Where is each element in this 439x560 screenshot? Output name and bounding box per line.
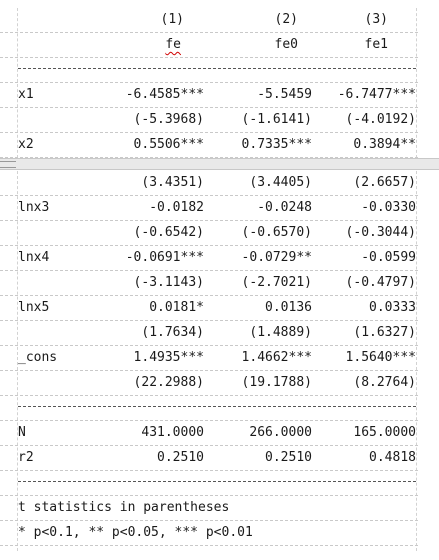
- table-cell: 0.2510: [265, 450, 312, 465]
- table-cell: (1.7634): [141, 325, 204, 340]
- table-cell: -5.5459: [257, 87, 312, 102]
- table-row: [0, 446, 418, 471]
- table-row: [0, 271, 418, 296]
- table-cell: 0.7335***: [241, 137, 312, 152]
- table-cell: (-4.0192): [345, 112, 416, 127]
- column-number: (2): [274, 12, 298, 27]
- column-number: (3): [364, 12, 388, 27]
- table-cell: (1.6327): [353, 325, 416, 340]
- row-label: [18, 321, 90, 345]
- table-cell: (3.4351): [141, 175, 204, 190]
- row-label: r2: [18, 450, 34, 465]
- table-cell: (-2.7021): [241, 275, 312, 290]
- table-row: [0, 421, 418, 446]
- header-row-names: [0, 33, 418, 58]
- column-name: fe0: [274, 37, 298, 52]
- row-label: lnx3: [18, 200, 50, 215]
- row-label: [18, 171, 90, 195]
- table-cell: (22.2988): [133, 375, 204, 390]
- table-row: [0, 171, 418, 196]
- row-label: [18, 371, 90, 395]
- row-label: [18, 221, 90, 245]
- column-number: (1): [160, 12, 184, 27]
- row-label: [18, 271, 90, 295]
- table-row: [0, 221, 418, 246]
- table-row: [0, 321, 418, 346]
- table-cell: (8.2764): [353, 375, 416, 390]
- table-cell: -0.0248: [257, 200, 312, 215]
- table-cell: (19.1788): [241, 375, 312, 390]
- table-cell: 0.5506***: [133, 137, 204, 152]
- table-cell: 1.4935***: [133, 350, 204, 365]
- table-cell: (-0.6542): [133, 225, 204, 240]
- table-cell: -0.0599: [361, 250, 416, 265]
- footnote-text: * p<0.1, ** p<0.05, *** p<0.01: [18, 525, 253, 540]
- row-label: x2: [18, 137, 34, 152]
- table-cell: 1.4662***: [241, 350, 312, 365]
- note-row: [0, 496, 418, 521]
- table-cell: 0.0333: [369, 300, 416, 315]
- table-cell: -0.0330: [361, 200, 416, 215]
- table-cell: -0.0691***: [125, 250, 204, 265]
- table-pane-top[interactable]: [0, 8, 418, 158]
- table-cell: 0.0136: [265, 300, 312, 315]
- table-cell: (-0.4797): [345, 275, 416, 290]
- separator-line: [18, 68, 416, 70]
- column-name: fe1: [364, 37, 388, 52]
- separator-line: [18, 406, 416, 408]
- table-cell: (2.6657): [353, 175, 416, 190]
- header-row-numbers: [0, 8, 418, 33]
- footnote-text: t statistics in parentheses: [18, 500, 230, 515]
- pane-splitter[interactable]: [0, 158, 439, 170]
- table-cell: (3.4405): [249, 175, 312, 190]
- table-cell: (-3.1143): [133, 275, 204, 290]
- table-cell: -0.0729**: [241, 250, 312, 265]
- table-cell: (-1.6141): [241, 112, 312, 127]
- spellcheck-text: fe: [165, 37, 181, 52]
- table-cell: 0.2510: [157, 450, 204, 465]
- row-label: _cons: [18, 350, 58, 365]
- table-cell: (1.4889): [249, 325, 312, 340]
- table-row: [0, 296, 418, 321]
- table-cell: 266.0000: [249, 425, 312, 440]
- table-row: [0, 108, 418, 133]
- table-cell: (-0.3044): [345, 225, 416, 240]
- table-row: [0, 346, 418, 371]
- table-cell: (-5.3968): [133, 112, 204, 127]
- row-label: N: [18, 425, 26, 440]
- table-row: [0, 371, 418, 396]
- table-row: [0, 133, 418, 158]
- table-cell: 0.4818: [369, 450, 416, 465]
- table-cell: 1.5640***: [345, 350, 416, 365]
- row-label: x1: [18, 87, 34, 102]
- row-label: lnx4: [18, 250, 50, 265]
- table-cell: 0.0181*: [149, 300, 204, 315]
- column-name: [92, 33, 181, 57]
- table-row: [0, 246, 418, 271]
- separator-row: [0, 396, 418, 421]
- table-pane-bottom[interactable]: [0, 171, 418, 551]
- separator-row: [0, 58, 418, 83]
- table-cell: 431.0000: [141, 425, 204, 440]
- row-label: lnx5: [18, 300, 50, 315]
- table-row: [0, 196, 418, 221]
- table-cell: -6.7477***: [337, 87, 416, 102]
- row-label: [18, 108, 90, 132]
- table-cell: (-0.6570): [241, 225, 312, 240]
- table-cell: 0.3894**: [353, 137, 416, 152]
- table-cell: 165.0000: [353, 425, 416, 440]
- table-cell: -0.0182: [149, 200, 204, 215]
- separator-line: [18, 481, 416, 483]
- table-cell: -6.4585***: [125, 87, 204, 102]
- separator-row: [0, 471, 418, 496]
- note-row: [0, 521, 418, 546]
- splitter-grip-icon[interactable]: [0, 161, 16, 168]
- table-row: [0, 83, 418, 108]
